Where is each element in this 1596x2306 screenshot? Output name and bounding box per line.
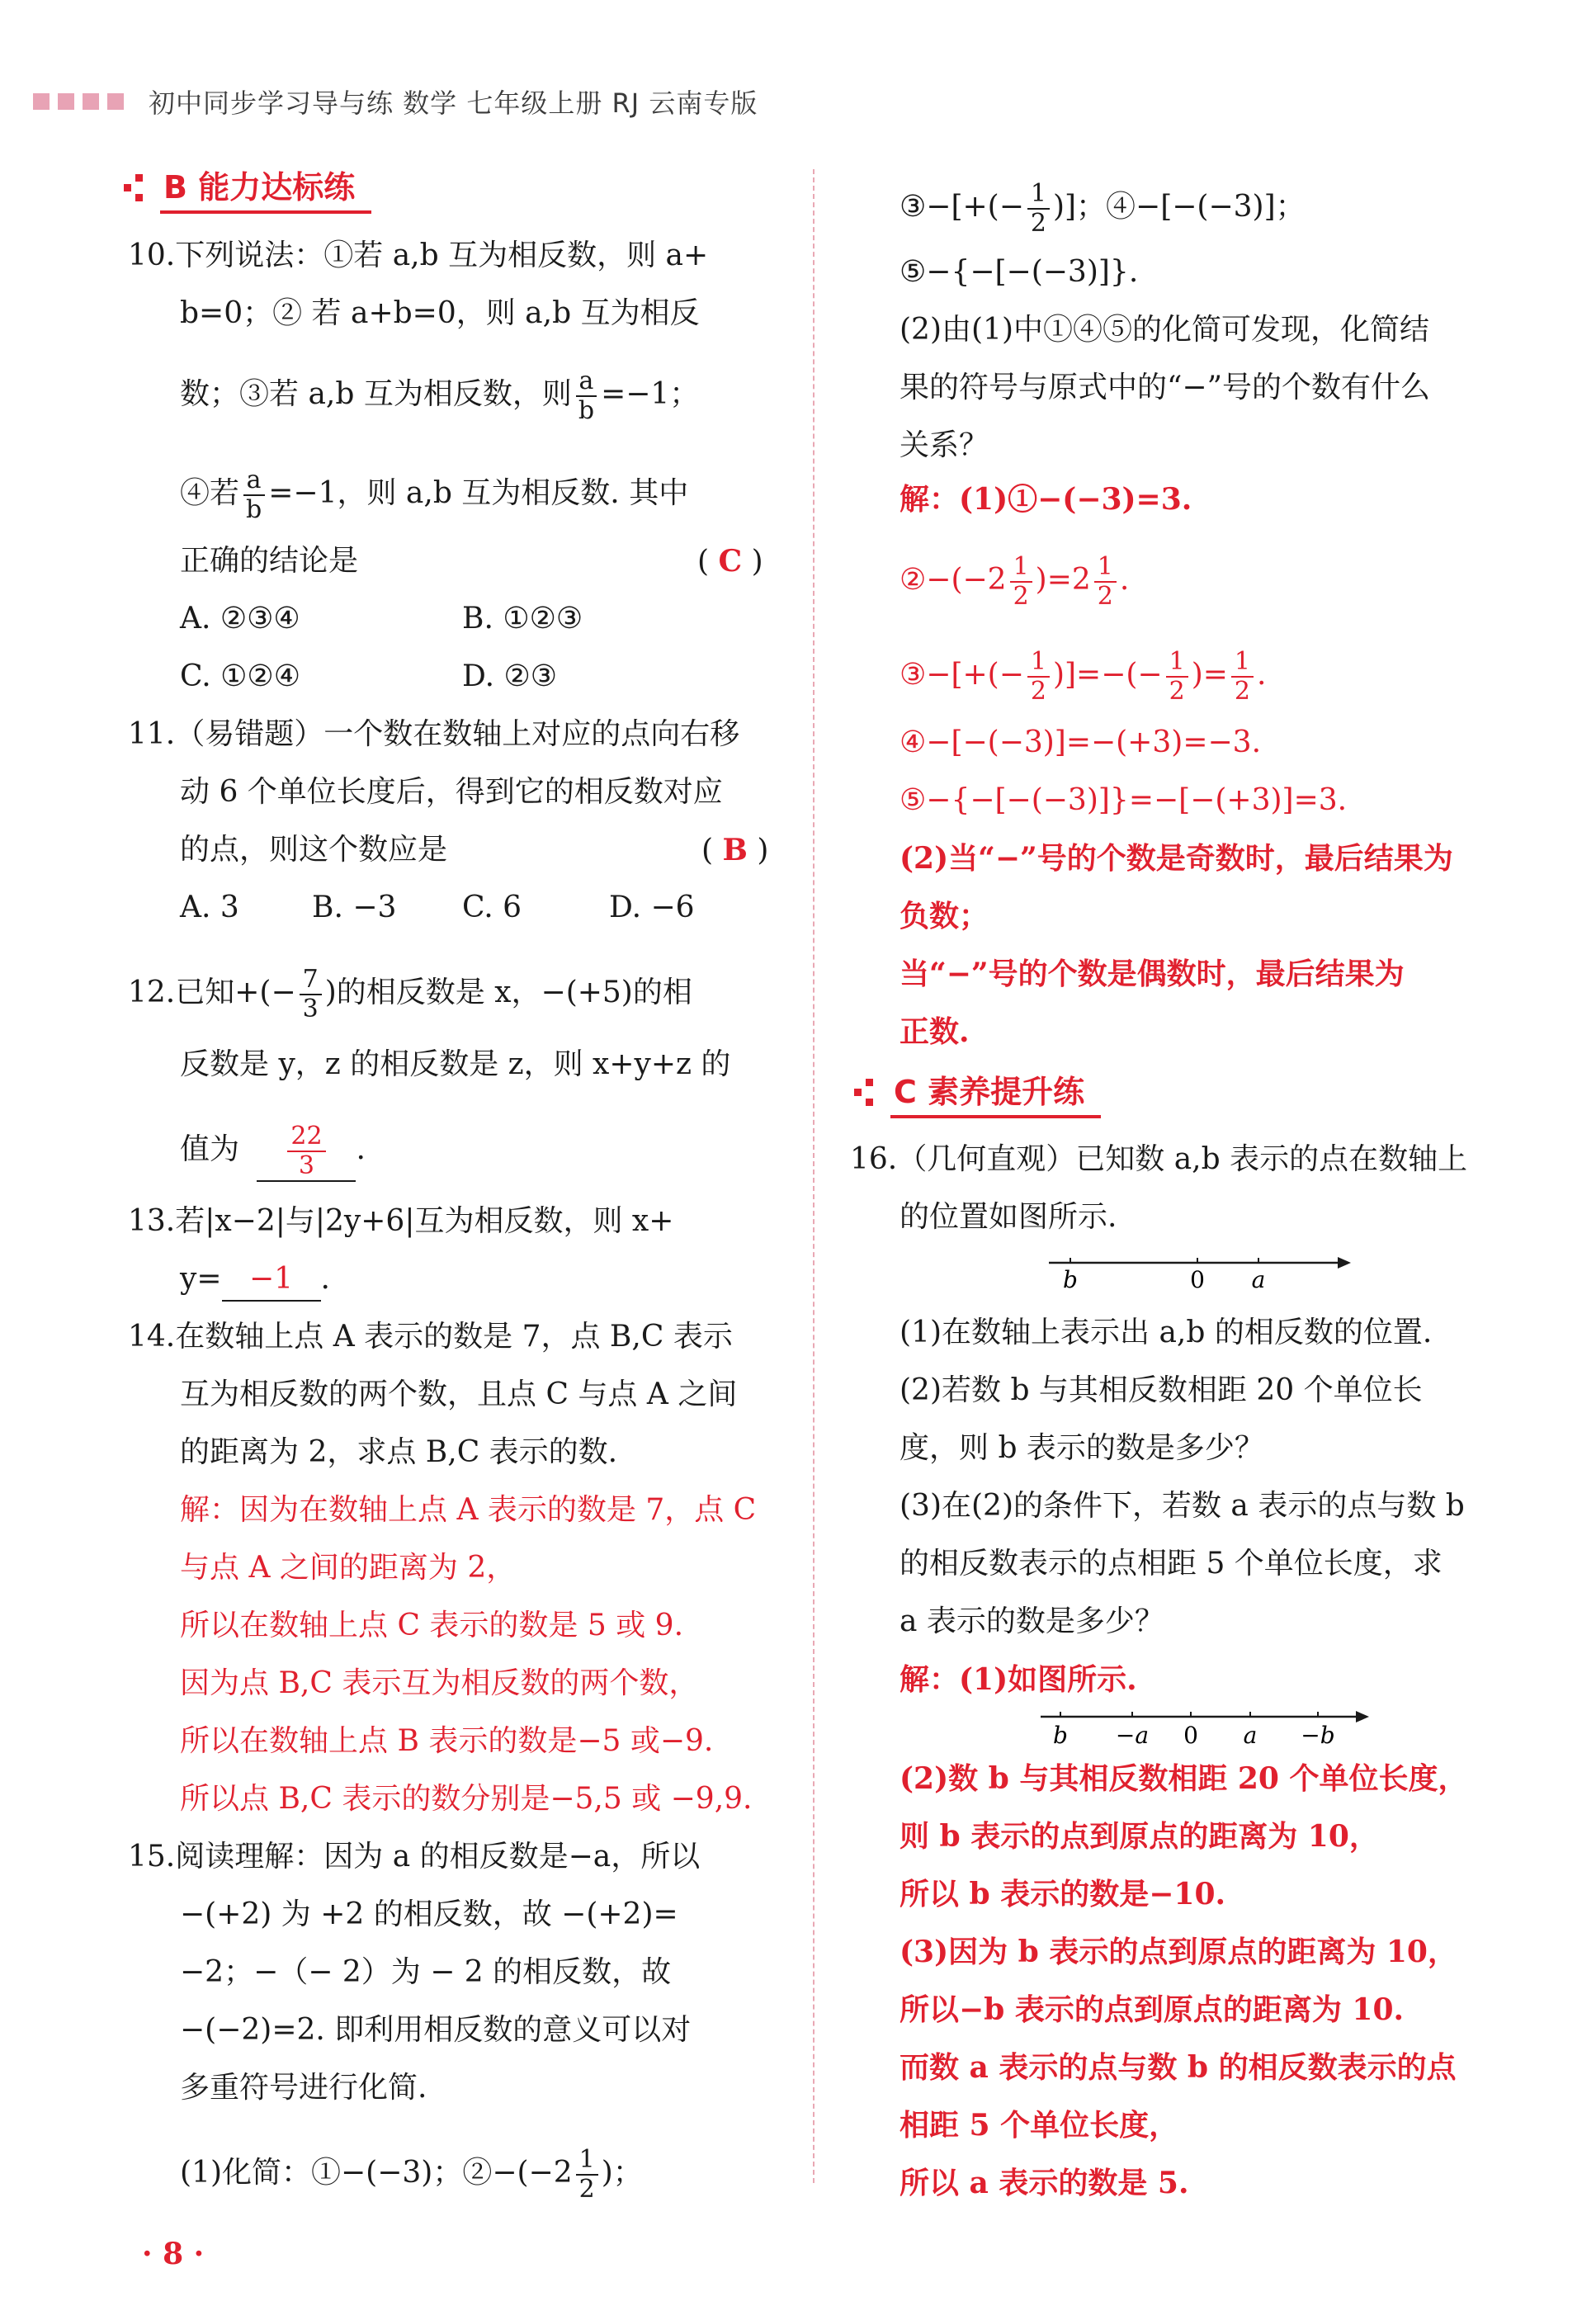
q14-solution-3: 所以在数轴上点 C 表示的数是 5 或 9.: [180, 1609, 684, 1642]
q16-number-line-1: [1044, 1248, 1358, 1297]
q13-line-2: y= −1 .: [180, 1259, 330, 1302]
page-header: [33, 83, 758, 120]
q15-right-line-2: ⑤−{−[−(−3)]}.: [900, 255, 1139, 289]
q16-line-3: (1)在数轴上表示出 a,b 的相反数的位置.: [900, 1316, 1433, 1349]
q16-solution-7: 而数 a 表示的点与数 b 的相反数表示的点: [900, 2050, 1457, 2085]
page-number: · 8 ·: [142, 2237, 205, 2271]
q10-option-c: C. ①②④: [180, 659, 300, 693]
q16-solution-9: 所以 a 表示的数是 5.: [900, 2166, 1189, 2200]
q16-line-8: a 表示的数是多少？: [900, 1604, 1164, 1638]
q15-right-line-5: 关系？: [900, 428, 989, 462]
q12-line-3: 值为 $\frac{22}{3}$ .: [180, 1122, 366, 1180]
q15-solution-5: ⑤−{−[−(−3)]}=−[−(+3)]=3.: [900, 783, 1348, 817]
arrow-icon: [1356, 1711, 1369, 1722]
q11-line-1: 11.（易错题）一个数在数轴上对应的点向右移: [128, 717, 740, 751]
header-square: [83, 93, 99, 110]
q15-solution-3: ③−[+(− $\frac{1}{2}$ )]=−(− $\frac{1}{2}$ )= $\frac{1}{2}$ .: [900, 647, 1267, 706]
q10-option-d: D. ②③: [462, 659, 558, 693]
q16-solution-8: 相距 5 个单位长度，: [900, 2108, 1179, 2143]
header-square: [107, 93, 124, 110]
q11-option-c: C. 6: [462, 891, 522, 924]
q15-solution-4: ④−[−(−3)]=−(+3)=−3.: [900, 725, 1262, 759]
header-square: [58, 93, 74, 110]
q16-line-1: 16.（几何直观）已知数 a,b 表示的点在数轴上: [850, 1142, 1468, 1176]
q15-line-3: −2；−（− 2）为 − 2 的相反数，故: [180, 1955, 672, 1989]
q10-line-3: 数；③若 a,b 互为相反数，则 $\frac{a}{b}$ =−1；: [180, 366, 700, 425]
q15-line-1: 15.阅读理解：因为 a 的相反数是−a，所以: [128, 1840, 701, 1874]
column-divider: [813, 169, 815, 2183]
q16-number-line-2: [1036, 1702, 1374, 1753]
q15-line-2: −(+2) 为 +2 的相反数，故 −(+2)=: [180, 1897, 678, 1931]
q15-line-5: 多重符号进行化简.: [180, 2071, 427, 2105]
q10-line-4: ④若 $\frac{a}{b}$ =−1，则 a,b 互为相反数. 其中: [180, 465, 689, 524]
q14-solution-1: 解：因为在数轴上点 A 表示的数是 7，点 C: [180, 1493, 757, 1527]
q14-line-1: 14.在数轴上点 A 表示的数是 7，点 B,C 表示: [128, 1320, 733, 1354]
tick-label-0: 0: [1190, 1266, 1205, 1293]
q16-solution-5: (3)因为 b 表示的点到原点的距离为 10，: [900, 1935, 1457, 1969]
q15-right-line-1: ③−[+(− $\frac{1}{2}$ )]；④−[−(−3)]；: [900, 179, 1306, 238]
q16-line-4: (2)若数 b 与其相反数相距 20 个单位长: [900, 1373, 1423, 1407]
q15-solution-2: ②−(−2 $\frac{1}{2}$ )=2 $\frac{1}{2}$ .: [900, 552, 1130, 611]
q16-solution-4: 所以 b 表示的数是−10.: [900, 1877, 1226, 1911]
q14-solution-5: 所以在数轴上点 B 表示的数是−5 或−9.: [180, 1724, 714, 1758]
tick-label-0: 0: [1183, 1722, 1198, 1749]
q13-line-1: 13.若|x−2|与|2y+6|互为相反数，则 x+: [128, 1204, 674, 1238]
q10-line-2: b=0；② 若 a+b=0，则 a,b 互为相反: [180, 296, 700, 330]
q15-right-line-4: 果的符号与原式中的“−”号的个数有什么: [900, 371, 1430, 404]
tick-label-neg-b: −b: [1301, 1722, 1335, 1749]
section-marker-icon: [124, 174, 152, 202]
section-marker-icon: [854, 1079, 882, 1107]
q16-line-7: 的相反数表示的点相距 5 个单位长度，求: [900, 1547, 1443, 1581]
tick-label-a: a: [1251, 1266, 1266, 1293]
section-c-heading: C 素养提升练: [854, 1066, 1101, 1118]
tick-label-neg-a: −a: [1115, 1722, 1150, 1749]
q12-line-2: 反数是 y，z 的相反数是 z，则 x+y+z 的: [180, 1047, 731, 1081]
q15-solution-7: 负数；: [900, 899, 989, 933]
q12-answer-blank: $\frac{22}{3}$: [257, 1122, 356, 1182]
q16-solution-3: 则 b 表示的点到原点的距离为 10，: [900, 1819, 1379, 1854]
q16-solution-1: 解：(1)如图所示.: [900, 1662, 1137, 1697]
q11-line-3: 的点，则这个数应是: [180, 833, 448, 867]
q15-solution-8: 当“−”号的个数是偶数时，最后结果为: [900, 957, 1405, 991]
q10-line-1: 10.下列说法：①若 a,b 互为相反数，则 a+: [128, 239, 709, 272]
tick-label-a: a: [1243, 1722, 1258, 1749]
q16-line-2: 的位置如图所示.: [900, 1200, 1117, 1234]
q15-solution-1: 解：(1)①−(−3)=3.: [900, 482, 1192, 517]
q13-answer-blank: −1: [222, 1259, 321, 1302]
q11-line-2: 动 6 个单位长度后，得到它的相反数对应: [180, 775, 723, 809]
tick-label-b: b: [1053, 1722, 1068, 1749]
q14-line-2: 互为相反数的两个数，且点 C 与点 A 之间: [180, 1377, 738, 1411]
q11-answer: ( B ): [701, 833, 769, 867]
q12-line-1: 12.已知+(− $\frac{7}{3}$ )的相反数是 x，−(+5)的相: [128, 965, 692, 1023]
q15-right-line-3: (2)由(1)中①④⑤的化简可发现，化简结: [900, 313, 1429, 347]
q14-solution-2: 与点 A 之间的距离为 2，: [180, 1551, 517, 1585]
q11-option-b: B. −3: [312, 891, 397, 924]
q15-solution-9: 正数.: [900, 1014, 970, 1049]
q10-option-b: B. ①②③: [462, 602, 583, 636]
q15-part1: (1)化简：①−(−3)；②−(−2 $\frac{1}{2}$ )；: [180, 2145, 643, 2204]
q16-line-6: (3)在(2)的条件下，若数 a 表示的点与数 b: [900, 1489, 1465, 1523]
arrow-icon: [1338, 1257, 1351, 1269]
header-title: 初中同步学习导与练 数学 七年级上册 RJ 云南专版: [149, 87, 758, 119]
q10-answer: ( C ): [697, 544, 763, 579]
section-b-heading: B 能力达标练: [124, 162, 371, 214]
q15-solution-6: (2)当“−”号的个数是奇数时，最后结果为: [900, 841, 1453, 876]
q14-solution-6: 所以点 B,C 表示的数分别是−5,5 或 −9,9.: [180, 1782, 753, 1816]
q10-option-a: A. ②③④: [180, 602, 300, 636]
header-square: [33, 93, 50, 110]
q10-line-5: 正确的结论是: [180, 544, 359, 578]
q16-solution-6: 所以−b 表示的点到原点的距离为 10.: [900, 1992, 1405, 2027]
tick-label-b: b: [1063, 1266, 1078, 1293]
q11-option-a: A. 3: [180, 891, 239, 924]
q16-solution-2: (2)数 b 与其相反数相距 20 个单位长度，: [900, 1761, 1468, 1796]
q14-solution-4: 因为点 B,C 表示互为相反数的两个数，: [180, 1666, 699, 1700]
q16-line-5: 度，则 b 表示的数是多少？: [900, 1431, 1264, 1465]
q14-line-3: 的距离为 2，求点 B,C 表示的数.: [180, 1435, 618, 1469]
q15-line-4: −(−2)=2. 即利用相反数的意义可以对: [180, 2013, 692, 2047]
q11-option-d: D. −6: [609, 891, 695, 924]
